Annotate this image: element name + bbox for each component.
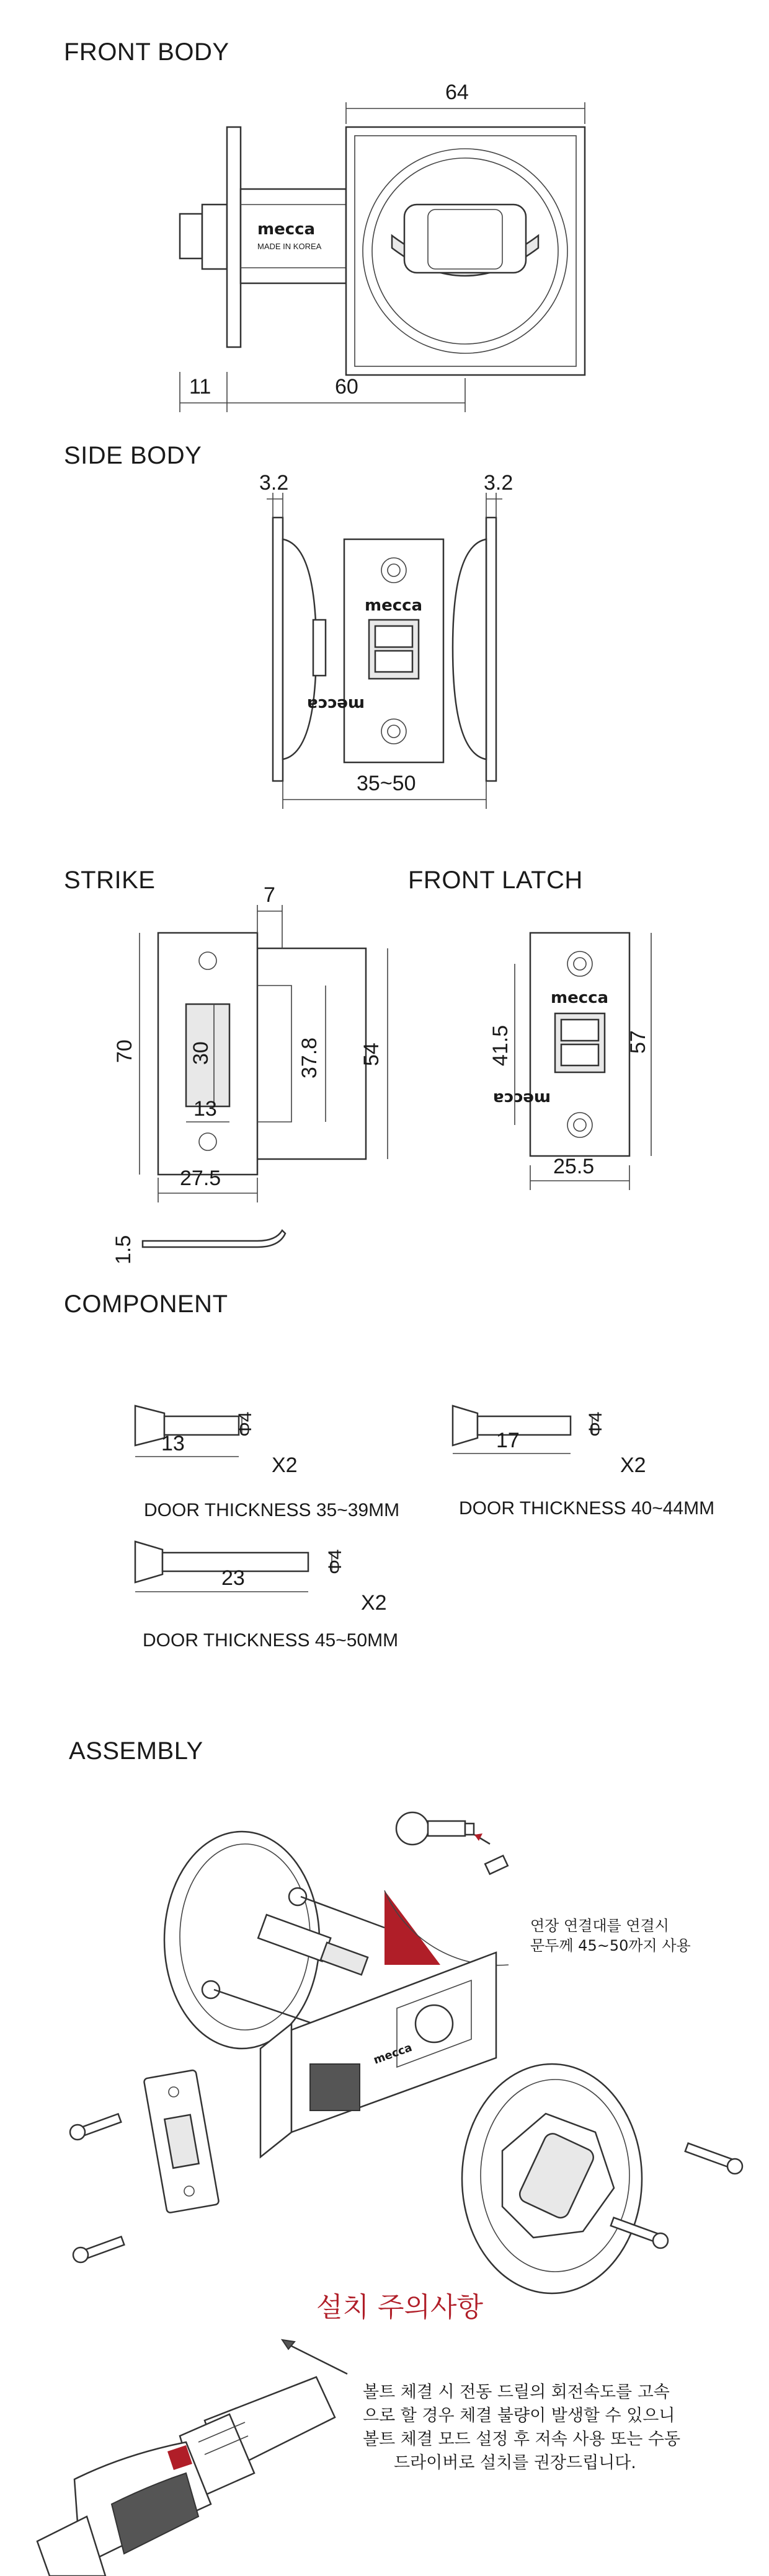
dim-strike-top: 7	[264, 883, 275, 907]
assembly-body-brand: mecca	[371, 2040, 414, 2067]
section-side-body: SIDE BODY	[64, 442, 202, 469]
dim-latch-width: 25.5	[553, 1155, 595, 1178]
callout-line1: 연장 연결대를 연결시	[530, 1917, 669, 1934]
section-strike: STRIKE	[64, 867, 156, 894]
screw-17-dia: Φ4	[585, 1411, 606, 1437]
dim-strike-outer: 54	[360, 1043, 383, 1066]
section-component: COMPONENT	[64, 1290, 228, 1318]
caution-text	[363, 2383, 680, 2472]
dim-strike-thickness: 1.5	[112, 1235, 135, 1264]
caution-line-4: 드라이버로 설치를 권장드립니다.	[394, 2453, 636, 2472]
assembly-drawing	[70, 1812, 742, 2293]
strike-drawing	[112, 883, 388, 1264]
dim-strike-inner: 37.8	[298, 1037, 321, 1078]
dim-latch-height: 41.5	[489, 1025, 512, 1066]
screw-13-note: DOOR THICKNESS 35~39MM	[144, 1500, 400, 1520]
dim-side-body-left: 3.2	[259, 471, 289, 495]
front-latch-brand: mecca	[551, 989, 609, 1007]
dim-side-body-range: 35~50	[357, 772, 416, 795]
screw-23	[135, 1542, 398, 1651]
screw-17-note: DOOR THICKNESS 40~44MM	[459, 1498, 715, 1519]
dim-front-body-width: 64	[445, 81, 469, 104]
callout-line2: 문두께 45~50까지 사용	[530, 1937, 691, 1954]
screw-17	[453, 1406, 714, 1519]
screw-13-dia: Φ4	[235, 1411, 256, 1437]
front-body-drawing	[180, 81, 585, 412]
drill-illustration	[37, 2340, 347, 2576]
screw-13-length: 13	[161, 1432, 185, 1455]
dim-strike-height: 70	[113, 1039, 136, 1063]
caution-title: 설치 주의사항	[316, 2291, 484, 2323]
side-body-brand: mecca	[365, 596, 423, 615]
dim-front-body-backset: 60	[335, 375, 358, 399]
section-assembly: ASSEMBLY	[69, 1737, 203, 1765]
screw-17-length: 17	[496, 1429, 520, 1452]
component-drawing	[135, 1406, 714, 1651]
dim-front-body-stub: 11	[189, 375, 211, 399]
callout-red-wedge	[384, 1890, 440, 1965]
caution-line-1: 볼트 체결 시 전동 드릴의 회전속도를 고속	[363, 2383, 670, 2402]
screw-23-note: DOOR THICKNESS 45~50MM	[143, 1630, 399, 1651]
screw-17-qty: X2	[620, 1453, 646, 1477]
dim-latch-total: 57	[626, 1030, 650, 1054]
screw-23-length: 23	[221, 1566, 245, 1590]
caution-line-2: 으로 할 경우 체결 불량이 발생할 수 있으니	[363, 2406, 675, 2425]
dim-strike-width: 27.5	[180, 1167, 221, 1190]
svg-text:mecca: mecca	[306, 695, 365, 713]
front-body-brand: mecca	[257, 220, 316, 239]
dim-side-body-right: 3.2	[484, 471, 513, 495]
svg-text:mecca: mecca	[492, 1089, 551, 1108]
screw-23-dia: Φ4	[325, 1549, 345, 1574]
front-body-made-in: MADE IN KOREA	[257, 242, 322, 251]
screw-13-qty: X2	[272, 1453, 298, 1477]
section-front-latch: FRONT LATCH	[408, 867, 583, 894]
caution-line-3: 볼트 체결 모드 설정 후 저속 사용 또는 수동	[363, 2430, 681, 2449]
front-latch-drawing	[489, 933, 651, 1190]
dim-strike-slot-width: 13	[193, 1097, 217, 1121]
side-body-drawing	[259, 471, 513, 809]
screw-23-qty: X2	[361, 1591, 387, 1615]
dim-strike-slot: 30	[189, 1041, 213, 1065]
screw-13	[135, 1406, 399, 1520]
section-front-body: FRONT BODY	[64, 38, 229, 66]
